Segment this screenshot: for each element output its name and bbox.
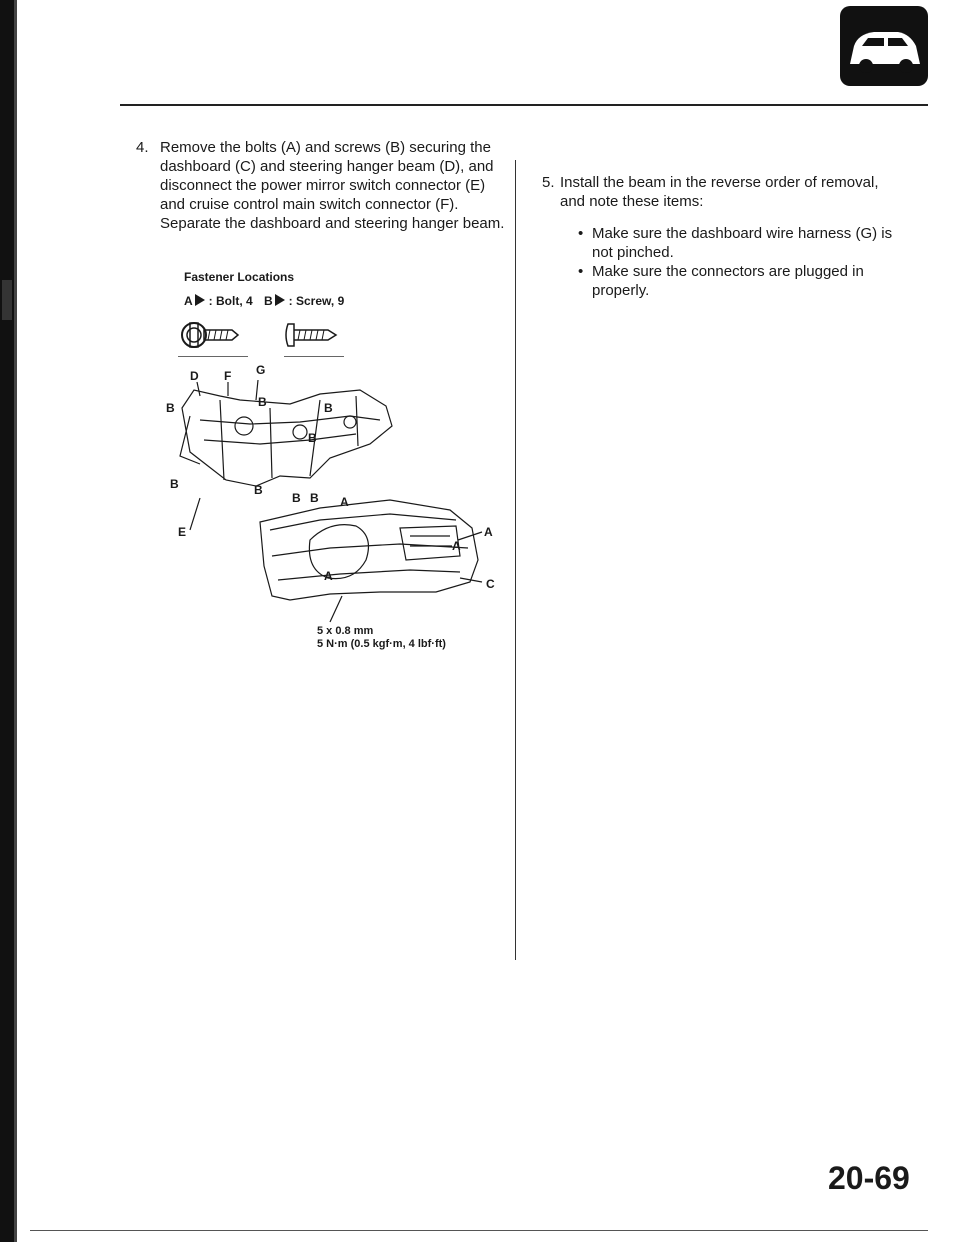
step-5-number: 5.	[542, 174, 555, 191]
header-rule	[120, 104, 928, 106]
label-b-6: B	[254, 483, 263, 497]
dashboard-shell	[260, 500, 478, 600]
bolt-icon	[180, 318, 242, 352]
label-a-2: A	[452, 539, 461, 553]
step-5-bullets	[592, 224, 912, 300]
label-b-4: B	[308, 431, 317, 445]
screw-icon-underline	[284, 356, 344, 357]
label-b-2: B	[258, 395, 267, 409]
torque-spec	[317, 625, 446, 651]
label-b-3: B	[324, 401, 333, 415]
step-5	[542, 173, 905, 211]
label-b-1: B	[166, 401, 175, 415]
legend-screw	[264, 294, 344, 308]
label-a-3: A	[484, 525, 493, 539]
list-item: • Make sure the connectors are plugged in properly.	[592, 262, 912, 300]
label-f: F	[224, 369, 232, 383]
footer-rule	[30, 1230, 928, 1231]
torque-spec-size: 5 x 0.8 mm	[317, 625, 374, 637]
step-4-number: 4.	[136, 139, 149, 156]
pointer-triangle-icon	[195, 294, 205, 306]
torque-spec-value: 5 N·m (0.5 kgf·m, 4 lbf·ft)	[317, 638, 446, 650]
step-4	[136, 138, 505, 233]
legend-screw-letter: B	[264, 294, 273, 308]
steering-hanger-beam	[182, 390, 392, 486]
bolt-icon-underline	[178, 356, 248, 357]
fastener-locations-title: Fastener Locations	[184, 270, 295, 284]
legend-screw-label: : Screw, 9	[288, 294, 345, 308]
legend-bolt-letter: A	[184, 294, 193, 308]
legend-bolt-label: : Bolt, 4	[208, 294, 253, 308]
list-item: • Make sure the dashboard wire harness (G) is not pinched.	[592, 224, 912, 262]
pointer-triangle-icon	[275, 294, 285, 306]
label-b-7: B	[292, 491, 301, 505]
label-e: E	[178, 525, 187, 539]
label-a-4: A	[324, 569, 333, 583]
label-b-8: B	[310, 491, 319, 505]
label-c: C	[486, 577, 495, 591]
label-a-1: A	[340, 495, 349, 509]
page-number: 20-69	[828, 1160, 910, 1196]
label-b-5: B	[170, 477, 179, 491]
step-5-text: Install the beam in the reverse order of removal, and note these items:	[560, 174, 879, 210]
column-divider	[515, 160, 516, 960]
page-binding-edge	[0, 0, 22, 1242]
label-g: G	[256, 363, 266, 377]
dashboard-diagram	[160, 360, 510, 660]
legend-bolt	[184, 294, 253, 308]
screw-icon	[284, 320, 340, 350]
label-d: D	[190, 369, 199, 383]
step-4-text: Remove the bolts (A) and screws (B) securing the dashboard (C) and steering hanger beam (D), and disconnect the power mirror switch connector (E) and cruise control main switch connector (F). Separate the dashboard and steering hanger beam.	[160, 139, 505, 232]
car-body-icon	[840, 6, 928, 86]
